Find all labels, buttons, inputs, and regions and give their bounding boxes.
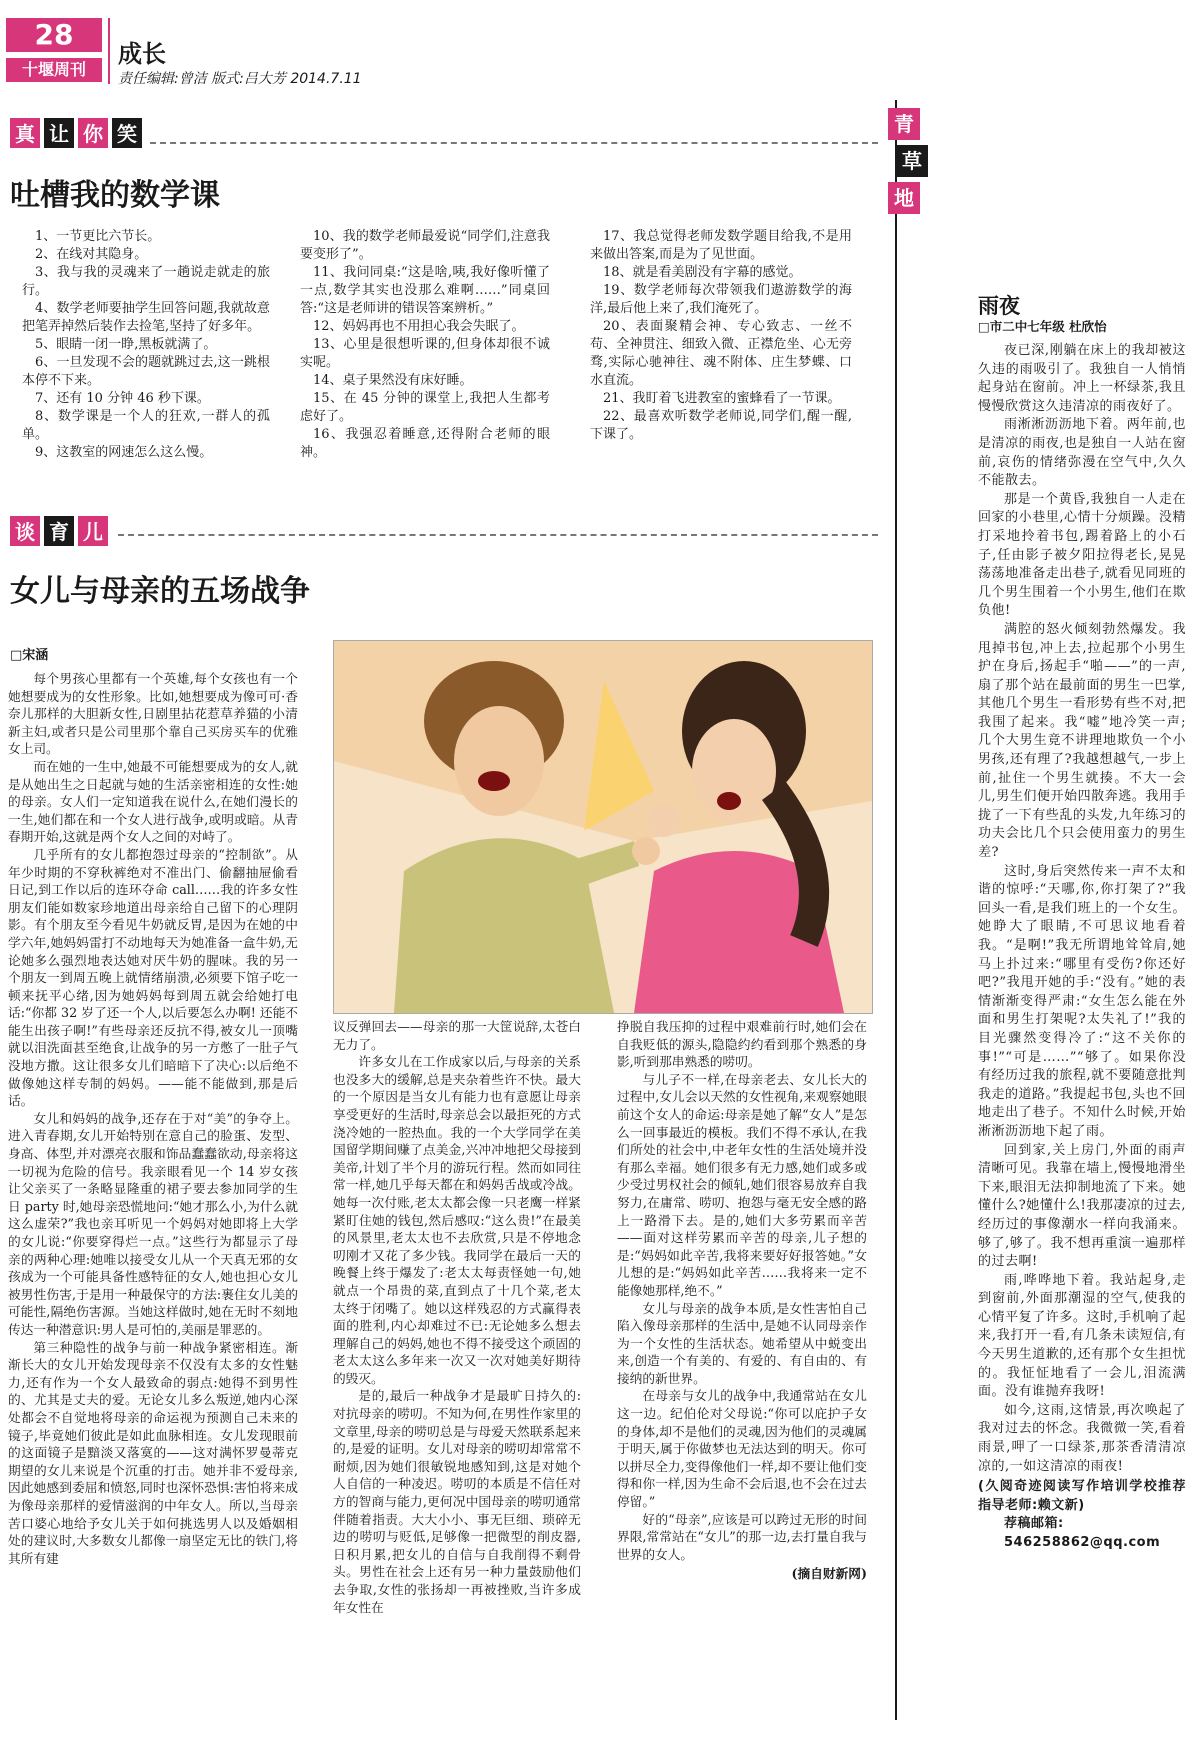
joke-item: 14、桌子果然没有床好睡。 bbox=[313, 373, 473, 388]
article-paragraph: 女儿与母亲的战争本质,是女性害怕自己陷入像母亲那样的生活中,是她不认同母亲作为一个女性的生活状态。她希望从中蜕变出来,创造一个有美的、有爱的、有自由的、有接纳的新世界。 bbox=[617, 1300, 867, 1386]
joke-column-1 bbox=[22, 228, 270, 462]
article-paragraph: 好的“母亲”,应该是可以跨过无形的时间界限,常常站在“女儿”的那一边,去打量自我与世界的女人。 bbox=[617, 1511, 867, 1562]
arguing-mother-daughter-illustration bbox=[333, 640, 873, 1014]
joke-item: 15、在 45 分钟的课堂上,我把人生都考虑好了。 bbox=[300, 391, 550, 424]
essay-title: 雨夜 bbox=[978, 294, 1020, 318]
essay-paragraph: 如今,这雨,这情景,再次唤起了我对过去的怀念。我微微一笑,看着雨景,呷了一口绿茶,那茶香清清凉凉的,一如这清凉的雨夜! bbox=[978, 1402, 1186, 1474]
joke-item: 6、一旦发现不会的题就跳过去,这一跳根本停不下来。 bbox=[22, 355, 270, 388]
essay-paragraph: 满腔的怒火倾刻勃然爆发。我甩掉书包,冲上去,拉起那个小男生护在身后,扬起手“啪——”的一声,扇了那个站在最前面的男生一巴掌,其他几个男生一看形势有些不对,把我围了起来。我“嘘”地冷笑一声;几个大男生竟不讲理地欺负一个小男孩,还有理了?我越想越气,一步上前,扯住一个男生就揍。不大一会儿,男生们便开始四散奔逃。我用手拢了一下有些乱的头发,九年练习的功夫会比几个只会使用蛮力的男生差? bbox=[978, 621, 1186, 861]
joke-title: 吐槽我的数学课 bbox=[10, 178, 220, 213]
joke-column-2 bbox=[300, 228, 550, 462]
joke-item: 9、这教室的网速怎么这么慢。 bbox=[35, 445, 213, 460]
tag-char: 儿 bbox=[78, 516, 108, 546]
joke-item: 2、在线对其隐身。 bbox=[35, 247, 148, 262]
joke-item: 22、最喜欢听数学老师说,同学们,醒一醒,下课了。 bbox=[590, 409, 852, 442]
header-divider bbox=[108, 18, 110, 84]
essay-body bbox=[978, 342, 1186, 1553]
tag-char: 让 bbox=[44, 118, 74, 148]
article-paragraph: 每个男孩心里都有一个英雄,每个女孩也有一个她想要成为的女性形象。比如,她想要成为像可可·香奈儿那样的大胆新女性,日剧里拈花惹草养猫的小清新主妇,或者只是公司里那个靠自己买房买车的优雅女上司。 bbox=[8, 671, 298, 757]
section-title: 成长 bbox=[118, 40, 166, 68]
article-paragraph: 几乎所有的女儿都抱怨过母亲的“控制欲”。从年少时期的不穿秋裤绝对不准出门、偷翻抽屉偷看日记,到工作以后的连环夺命 call……我的许多女性朋友们能如数家珍地道出母亲给自己留下的心理阴影。有个朋友至今看见牛奶就反胃,是因为在她的中学六年,她妈妈雷打不动地每天为她准备一盒牛奶,无论她多么强烈地表达她对厌牛奶的腥味。我的另一个朋友一到周五晚上就情绪崩溃,必须要下馆子吃一顿来抚平心绪,因为她妈妈每到周五就会给她打电话:“你都 32 岁了还一个人,以后要怎么办啊! 还能不能生出孩子啊!”有些母亲还反抗不得,被女儿一顶嘴就以泪洗面甚至绝食,让战争的另一方憋了一肚子气没地方撒。这让很多女儿们暗暗下了决心:以后绝不做像她这样专制的妈妈。——能不能做到,那是后话。 bbox=[8, 846, 298, 1109]
joke-item: 20、表面聚精会神、专心致志、一丝不苟、全神贯注、细致入微、正襟危坐、心无旁骛,实际心驰神往、魂不附体、庄生梦蝶、口水直流。 bbox=[590, 319, 852, 388]
submission-label: 荐稿邮箱: bbox=[1004, 1516, 1064, 1532]
article-title: 女儿与母亲的五场战争 bbox=[10, 574, 310, 609]
article-paragraph: 第三种隐性的战争与前一种战争紧密相连。渐渐长大的女儿开始发现母亲不仅没有太多的女性魅力,还有作为一个女人最致命的弱点:她得不到男性的、尤其是丈夫的爱。无论女儿多么叛逆,她内心深处都会不自觉地将母亲的命运视为预测自己未来的镜子,毕竟她们彼此是如此血脉相连。女儿发现眼前的这面镜子是黯淡又落寞的——这对满怀罗曼蒂克期望的女儿来说是个沉重的打击。她并非不爱母亲,因此她感到委屈和愤怒,同时也深怀恐惧:害怕将来成为像母亲那样的爱情滋润的中年女人。所以,当母亲苦口婆心地给予女儿关于如何挑选男人以及婚姻相处的建议时,大多数女儿都像一扇坚定无比的铁门,将其所有建 bbox=[8, 1339, 298, 1566]
tag-char: 青 bbox=[888, 108, 920, 140]
tag-char: 真 bbox=[10, 118, 40, 148]
essay-author: □市二中七年级 杜欣怡 bbox=[978, 319, 1107, 334]
illustration-svg bbox=[334, 641, 872, 1013]
joke-column-3 bbox=[590, 228, 852, 444]
submission-email-link[interactable]: 546258862@qq.com bbox=[1004, 1535, 1161, 1550]
joke-item: 1、一节更比六节长。 bbox=[35, 229, 161, 244]
brand-label: 十堰周刊 bbox=[6, 58, 102, 82]
essay-recommendation: (久阅奇迹阅读写作培训学校推荐 指导老师:赖文新) bbox=[978, 1479, 1186, 1513]
joke-item: 8、数学课是一个人的狂欢,一群人的孤单。 bbox=[22, 409, 270, 442]
joke-item: 12、妈妈再也不用担心我会失眠了。 bbox=[313, 319, 525, 334]
joke-tag bbox=[10, 118, 146, 148]
article-paragraph: 许多女儿在工作成家以后,与母亲的关系也没多大的缓解,总是夹杂着些许不快。最大的一个原因是当女儿有能力也有意愿让母亲享受更好的生活时,母亲总会以最拒死的方式浇冷她的一腔热血。我的一个大学同学在美国留学期间赚了点美金,兴冲冲地把父母接到美帝,计划了半个月的游玩行程。然而如同往常一样,她几乎每天都在和妈妈舌战或冷战。她每一次付账,老太太都会像一只老鹰一样紧紧盯住她的钱包,然后感叹:“这么贵!”在最美的风景里,老太太也不去欣赏,只是不停地念叨刚才又花了多少钱。我同学在最后一天的晚餐上终于爆发了:老太太每责怪她一句,她就点一个昂贵的菜,直到点了十几个菜,老太太终于闭嘴了。她以这样残忍的方式赢得表面的胜利,内心却难过不已:无论她多么想去理解自己的妈妈,她也不得不接受这个顽固的老太太这么多年来一次又一次对她美好期待的毁灭。 bbox=[333, 1054, 581, 1386]
article-source: (摘自财新网) bbox=[791, 1566, 867, 1582]
article-paragraph: 挣脱自我压抑的过程中艰难前行时,她们会在自我贬低的源头,隐隐约约看到那个熟悉的身影,听到那串熟悉的唠叨。 bbox=[617, 1019, 867, 1070]
joke-item: 17、我总觉得老师发数学题目给我,不是用来做出答案,而是为了见世面。 bbox=[590, 229, 852, 262]
article-tag bbox=[10, 516, 112, 546]
tag-char: 地 bbox=[888, 182, 920, 214]
article-paragraph: 在母亲与女儿的战争中,我通常站在女儿这一边。纪伯伦对父母说:“你可以庇护子女的身体,却不是他们的灵魂,因为他们的灵魂属于明天,属于你做梦也无法达到的明天。你可以拼尽全力,变得像他们一样,却不要让他们变得和你一样,因为生命不会后退,也不会在过去停留。” bbox=[617, 1388, 867, 1510]
article-paragraph: 是的,最后一种战争才是最旷日持久的:对抗母亲的唠叨。不知为何,在男性作家里的文章里,母亲的唠叨总是与母爱天然联系起来的,是爱的证明。女儿对母亲的唠叨却常常不耐烦,因为她们很敏锐地感知到,这是对她个人自信的一种凌迟。唠叨的本质是不信任对方的智商与能力,更何况中国母亲的唠叨通常伴随着指责。大大小小、事无巨细、琐碎无边的唠叨与贬低,足够像一把微型的削皮器,日积月累,把女儿的自信与自我削得不剩骨头。男性在社会上还有另一种力量鼓励他们去争取,女性的张扬却一再被挫败,当许多成年女性在 bbox=[333, 1388, 581, 1615]
essay-paragraph: 这时,身后突然传来一声不太和谐的惊呼:“天哪,你,你打架了?”我回头一看,是我们班上的一个女生。她睁大了眼睛,不可思议地看着我。“是啊!”我无所谓地耸耸肩,她马上扑过来:“哪里有受伤?你还好吧?”我甩开她的手:“没有。”她的表情渐渐变得严肃:“女生怎么能在外面和男生打架呢?太失礼了!”我的目光骤然变得冷了:“这不关你的事!”“可是……”“够了。如果你没有经历过我的旅程,就不要随意批判我走的道路。”我提起书包,头也不回地走出了巷子。不知什么时候,开始淅淅沥沥地下起了雨。 bbox=[978, 863, 1186, 1139]
article-paragraph: 而在她的一生中,她最不可能想要成为的女人,就是从她出生之日起就与她的生活亲密相连的女性:她的母亲。女人们一定知道我在说什么,在她们漫长的一生,她们都在和一个女人进行战争,或明或暗。从青春期开始,这就是两个女人之间的对峙了。 bbox=[8, 758, 298, 845]
section-dash-line bbox=[118, 534, 878, 536]
page-number: 28 bbox=[6, 18, 102, 52]
tag-char: 草 bbox=[896, 145, 928, 177]
section-dash-line bbox=[150, 142, 878, 144]
joke-item: 19、数学老师每次带领我们遨游数学的海洋,最后他上来了,我们淹死了。 bbox=[590, 283, 852, 316]
article-paragraph: 议反弹回去——母亲的那一大筐说辞,太苍白无力了。 bbox=[333, 1019, 581, 1052]
column-divider bbox=[895, 100, 897, 1720]
joke-item: 3、我与我的灵魂来了一趟说走就走的旅行。 bbox=[22, 265, 270, 298]
article-author: □宋涵 bbox=[10, 648, 49, 663]
article-paragraph: 女儿和妈妈的战争,还存在于对“美”的争夺上。进入青春期,女儿开始特别在意自己的脸蛋、发型、身高、体型,并对漂亮衣服和饰品蠢蠢欲动,母亲将这一切视为危险的信号。我亲眼看见一个 14 岁女孩让父亲买了一条略显隆重的裙子要去参加同学的生日 party 时,她母亲恐慌地问:“她才那么小,为什么就这么虚荣?”我也亲耳听见一个妈妈对她即将上大学的女儿说:“你要穿得烂一点。”这些行为都显示了母亲的两种心理:她唯以接受女儿从一个天真无邪的女孩成为一个可能具备性感特征的女人,她也担心女儿被男性伤害,于是用一种最保守的方法:裹住女儿美的可能性,隔绝伤害源。当她这样做时,她在无时不刻地传达一种潜意识:男人是可怕的,美丽是罪恶的。 bbox=[8, 1110, 298, 1337]
credit-line: 责任编辑:曾洁 版式:吕大芳 2014.7.11 bbox=[118, 71, 362, 87]
joke-item: 7、还有 10 分钟 46 秒下课。 bbox=[35, 391, 210, 406]
essay-paragraph: 回到家,关上房门,外面的雨声清晰可见。我靠在墙上,慢慢地滑坐下来,眼泪无法抑制地流了下来。她懂什么?她懂什么!我那凄凉的过去,经历过的事像潮水一样向我涌来。够了,够了。我不想再重演一遍那样的过去啊! bbox=[978, 1142, 1186, 1270]
article-paragraph: 与儿子不一样,在母亲老去、女儿长大的过程中,女儿会以天然的女性视角,来观察她眼前这个女人的命运:母亲是她了解“女人”是怎么一回事最近的模板。我们不得不承认,在我们所处的社会中,中老年女性的生活处境并没有那么幸福。她们很多有无力感,她们或多或少受过男权社会的倾轧,她们很容易放弃自我努力,在庸常、唠叨、抱怨与毫无安全感的路上一路滑下去。是的,她们大多劳累而辛苦——面对这样劳累而辛苦的母亲,儿子想的是:“妈妈如此辛苦,我将来要好好报答她。”女儿想的是:“妈妈如此辛苦……我将来一定不能像她那样,绝不。” bbox=[617, 1071, 867, 1298]
article-column-2 bbox=[333, 1018, 581, 1616]
tag-char: 育 bbox=[44, 516, 74, 546]
joke-item: 18、就是看美剧没有字幕的感觉。 bbox=[603, 265, 802, 280]
joke-item: 5、眼睛一闭一睁,黑板就满了。 bbox=[35, 337, 217, 352]
article-column-1 bbox=[8, 670, 298, 1567]
joke-item: 16、我强忍着睡意,还得附合老师的眼神。 bbox=[300, 427, 550, 460]
joke-item: 11、我问同桌:“这是啥,咦,我好像听懂了一点,数学其实也没那么难啊……”同桌回答:“这是老师讲的错误答案辨析。” bbox=[300, 265, 550, 316]
essay-paragraph: 雨,哗哗地下着。我站起身,走到窗前,外面那潮湿的空气,使我的心情平复了许多。这时,手机响了起来,我打开一看,有几条未读短信,有今天男生道歉的,还有那个女生担忧的。我怔怔地看了一会儿,泪流满面。没有谁抛弃我呀! bbox=[978, 1272, 1186, 1400]
joke-item: 4、数学老师要抽学生回答问题,我就故意把笔弄掉然后装作去捡笔,坚持了好多年。 bbox=[22, 301, 270, 334]
article-column-3 bbox=[617, 1018, 867, 1583]
joke-item: 10、我的数学老师最爱说“同学们,注意我要变形了”。 bbox=[300, 229, 550, 262]
essay-paragraph: 雨淅淅沥沥地下着。两年前,也是清凉的雨夜,也是独自一人站在窗前,哀伤的情绪弥漫在空气中,久久不能散去。 bbox=[978, 417, 1186, 489]
tag-char: 笑 bbox=[112, 118, 142, 148]
joke-item: 21、我盯着飞进教室的蜜蜂看了一节课。 bbox=[603, 391, 841, 406]
essay-paragraph: 夜已深,刚躺在床上的我却被这久违的雨吸引了。我独自一人悄悄起身站在窗前。冲上一杯绿茶,我且慢慢欣赏这久违清凉的雨夜好了。 bbox=[978, 343, 1186, 414]
tag-char: 你 bbox=[78, 118, 108, 148]
tag-char: 谈 bbox=[10, 516, 40, 546]
essay-paragraph: 那是一个黄昏,我独自一人走在回家的小巷里,心情十分烦躁。没精打采地拎着书包,踢着路上的小石子,任由影子被夕阳拉得老长,晃晃荡荡地准备走出巷子,就看见同班的几个男生围着一个小男生,他们在欺负他! bbox=[978, 491, 1186, 619]
joke-item: 13、心里是很想听课的,但身体却很不诚实呢。 bbox=[300, 337, 550, 370]
